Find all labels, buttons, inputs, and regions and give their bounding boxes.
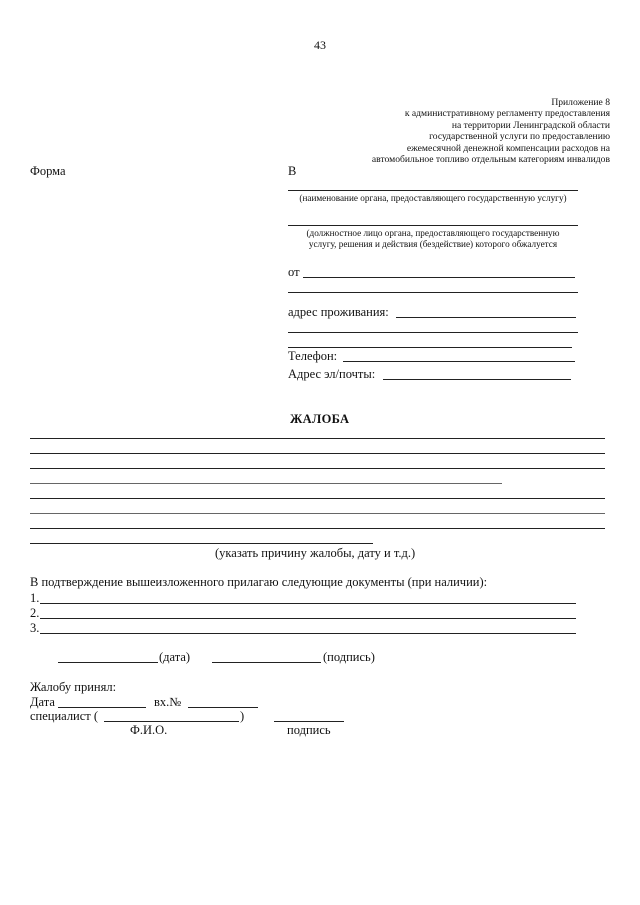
attachment-number: 1. [30, 591, 40, 605]
signature-label: (подпись) [323, 650, 375, 664]
appendix-line: на территории Ленинградской области [451, 119, 610, 131]
page-number: 43 [314, 38, 326, 52]
accepted-date-line[interactable] [58, 707, 146, 708]
phone-label: Телефон: [288, 349, 338, 363]
address-field-line-2[interactable] [288, 332, 578, 333]
authority-caption: (наименование органа, предоставляющего государственную услугу) [299, 193, 567, 203]
official-caption-line: (должностное лицо органа, предоставляющего государственную [306, 228, 560, 238]
complaint-line[interactable] [30, 543, 373, 544]
attachment-line[interactable] [40, 633, 576, 634]
phone-field-line[interactable] [343, 361, 575, 362]
complaint-line[interactable] [30, 483, 502, 484]
complaint-caption: (указать причину жалобы, дату и т.д.) [215, 546, 416, 560]
official-caption [288, 228, 578, 250]
appendix-line: ежемесячной денежной компенсации расходов на [406, 142, 610, 154]
complaint-line[interactable] [30, 453, 605, 454]
attachment-line[interactable] [40, 603, 576, 604]
address-field-line[interactable] [396, 317, 576, 318]
date-label: (дата) [159, 650, 191, 664]
attachments-intro: В подтверждение вышеизложенного прилагаю следующие документы (при наличии): [30, 575, 488, 589]
complaint-title: ЖАЛОБА [290, 412, 350, 426]
appendix-line: государственной услуги по предоставлению [429, 131, 610, 143]
incoming-no-line[interactable] [188, 707, 258, 708]
official-caption-line: услугу, решения и действия (бездействие) которого обжалуется [308, 239, 558, 249]
email-label: Адрес эл/почты: [288, 367, 376, 381]
attachment-number: 3. [30, 621, 40, 635]
official-field-line[interactable] [288, 225, 578, 226]
authority-field-line[interactable] [288, 190, 578, 191]
complaint-line[interactable] [30, 513, 605, 514]
specialist-signature-line[interactable] [274, 721, 344, 722]
recipient-label: В [288, 164, 297, 178]
complaint-line[interactable] [30, 498, 605, 499]
signature-word: подпись [287, 723, 331, 737]
specialist-close: ) [240, 709, 245, 723]
specialist-label: специалист ( [30, 709, 99, 723]
email-field-line[interactable] [383, 379, 571, 380]
appendix-line: Приложение 8 [551, 97, 610, 108]
complaint-line[interactable] [30, 528, 605, 529]
specialist-name-line[interactable] [104, 721, 239, 722]
appendix-line: к административному регламенту предоставления [404, 108, 610, 120]
accepted-date-label: Дата [30, 695, 55, 709]
address-label: адрес проживания: [288, 305, 389, 319]
appendix-line: автомобильное топливо отдельным категориям инвалидов [371, 154, 610, 166]
appendix-header [290, 97, 610, 165]
attachment-number: 2. [30, 606, 40, 620]
accepted-label: Жалобу принял: [30, 680, 117, 694]
from-field-line[interactable] [303, 277, 575, 278]
complaint-line[interactable] [30, 438, 605, 439]
attachment-line[interactable] [40, 618, 576, 619]
date-field-line[interactable] [58, 662, 158, 663]
address-field-line-3[interactable] [288, 347, 572, 348]
form-label: Форма [30, 164, 66, 178]
incoming-no-label: вх.№ [154, 695, 182, 709]
from-field-line-2[interactable] [288, 292, 578, 293]
signature-field-line[interactable] [212, 662, 321, 663]
from-label: от [288, 265, 300, 279]
fio-label: Ф.И.О. [130, 723, 168, 737]
complaint-line[interactable] [30, 468, 605, 469]
